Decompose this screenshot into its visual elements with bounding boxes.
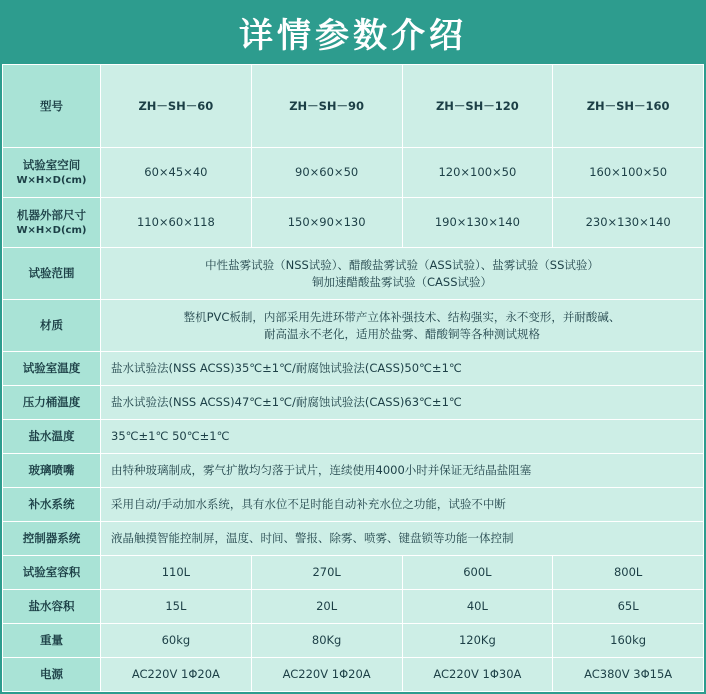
table-row	[3, 624, 704, 658]
table-row	[3, 420, 704, 454]
row-label-glass-nozzle: 玻璃喷嘴	[3, 454, 101, 488]
power-value-2: AC220V 1Φ20A	[251, 658, 402, 692]
weight-value-3: 120Kg	[402, 624, 553, 658]
row-label-power: 电源	[3, 658, 101, 692]
table-row	[3, 248, 704, 300]
row-label-water-supply: 补水系统	[3, 488, 101, 522]
brine-volume-value-1: 15L	[101, 590, 252, 624]
weight-value-4: 160kg	[553, 624, 704, 658]
row-label-brine-temp: 盐水温度	[3, 420, 101, 454]
row-label-model: 型号	[3, 65, 101, 148]
row-label-chamber-temp: 试验室温度	[3, 352, 101, 386]
table-row	[3, 352, 704, 386]
specification-table-body	[3, 65, 704, 692]
chamber-size-value-4: 160×100×50	[553, 148, 704, 198]
model-value-1: ZH－SH－60	[101, 65, 252, 148]
table-row	[3, 522, 704, 556]
table-row	[3, 590, 704, 624]
chamber-size-value-3: 120×100×50	[402, 148, 553, 198]
controller-value: 液晶触摸智能控制屏，温度、时间、警报、除雾、喷雾、键盘锁等功能一体控制	[101, 522, 704, 556]
brine-volume-value-4: 65L	[553, 590, 704, 624]
external-size-value-1: 110×60×118	[101, 198, 252, 248]
chamber-size-value-2: 90×60×50	[251, 148, 402, 198]
table-row	[3, 556, 704, 590]
chamber-temp-value: 盐水试验法(NSS ACSS)35℃±1℃/耐腐蚀试验法(CASS)50℃±1℃	[101, 352, 704, 386]
brine-volume-value-3: 40L	[402, 590, 553, 624]
test-range-value	[101, 248, 704, 300]
page-title: 详情参数介绍	[239, 15, 467, 56]
row-label-controller: 控制器系统	[3, 522, 101, 556]
table-row	[3, 386, 704, 420]
row-label-subtext: W×H×D(cm)	[16, 224, 87, 236]
table-row	[3, 198, 704, 248]
weight-value-1: 60kg	[101, 624, 252, 658]
row-label-text: 试验室空间	[22, 157, 81, 172]
table-row	[3, 488, 704, 522]
power-value-4: AC380V 3Φ15A	[553, 658, 704, 692]
weight-value-2: 80Kg	[251, 624, 402, 658]
power-value-1: AC220V 1Φ20A	[101, 658, 252, 692]
water-supply-value: 采用自动/手动加水系统，具有水位不足时能自动补充水位之功能，试验不中断	[101, 488, 704, 522]
material-value	[101, 300, 704, 352]
row-label-material: 材质	[3, 300, 101, 352]
chamber-volume-value-2: 270L	[251, 556, 402, 590]
row-label-external-size	[3, 198, 101, 248]
power-value-3: AC220V 1Φ30A	[402, 658, 553, 692]
row-label-brine-volume: 盐水容积	[3, 590, 101, 624]
chamber-size-value-1: 60×45×40	[101, 148, 252, 198]
pressure-tank-temp-value: 盐水试验法(NSS ACSS)47℃±1℃/耐腐蚀试验法(CASS)63℃±1℃	[101, 386, 704, 420]
brine-temp-value: 35℃±1℃ 50℃±1℃	[101, 420, 704, 454]
model-value-3: ZH－SH－120	[402, 65, 553, 148]
test-range-line-1: 中性盐雾试验（NSS试验）、醋酸盐雾试验（ASS试验）、盐雾试验（SS试验）	[205, 257, 599, 272]
table-row	[3, 454, 704, 488]
row-label-chamber-volume: 试验室容积	[3, 556, 101, 590]
row-label-text: 机器外部尺寸	[17, 207, 86, 222]
specification-table	[2, 64, 704, 692]
table-row	[3, 658, 704, 692]
model-value-4: ZH－SH－160	[553, 65, 704, 148]
page-title-bar	[0, 0, 706, 64]
row-label-subtext: W×H×D(cm)	[16, 174, 87, 186]
row-label-pressure-tank-temp: 压力桶温度	[3, 386, 101, 420]
external-size-value-2: 150×90×130	[251, 198, 402, 248]
table-row	[3, 65, 704, 148]
brine-volume-value-2: 20L	[251, 590, 402, 624]
test-range-line-2: 铜加速醋酸盐雾试验（CASS试验）	[312, 274, 492, 289]
material-line-1: 整机PVC板制，内部采用先进环带产立体补强技术、结构强实，永不变形，并耐酸碱、	[183, 309, 621, 324]
row-label-weight: 重量	[3, 624, 101, 658]
row-label-chamber-size	[3, 148, 101, 198]
chamber-volume-value-1: 110L	[101, 556, 252, 590]
external-size-value-4: 230×130×140	[553, 198, 704, 248]
material-line-2: 耐高温永不老化，适用於盐雾、醋酸铜等各种测试规格	[264, 326, 540, 341]
table-row	[3, 300, 704, 352]
chamber-volume-value-3: 600L	[402, 556, 553, 590]
table-row	[3, 148, 704, 198]
external-size-value-3: 190×130×140	[402, 198, 553, 248]
chamber-volume-value-4: 800L	[553, 556, 704, 590]
model-value-2: ZH－SH－90	[251, 65, 402, 148]
row-label-test-range: 试验范围	[3, 248, 101, 300]
glass-nozzle-value: 由特种玻璃制成，雾气扩散均匀落于试片，连续使用4000小时并保证无结晶盐阻塞	[101, 454, 704, 488]
